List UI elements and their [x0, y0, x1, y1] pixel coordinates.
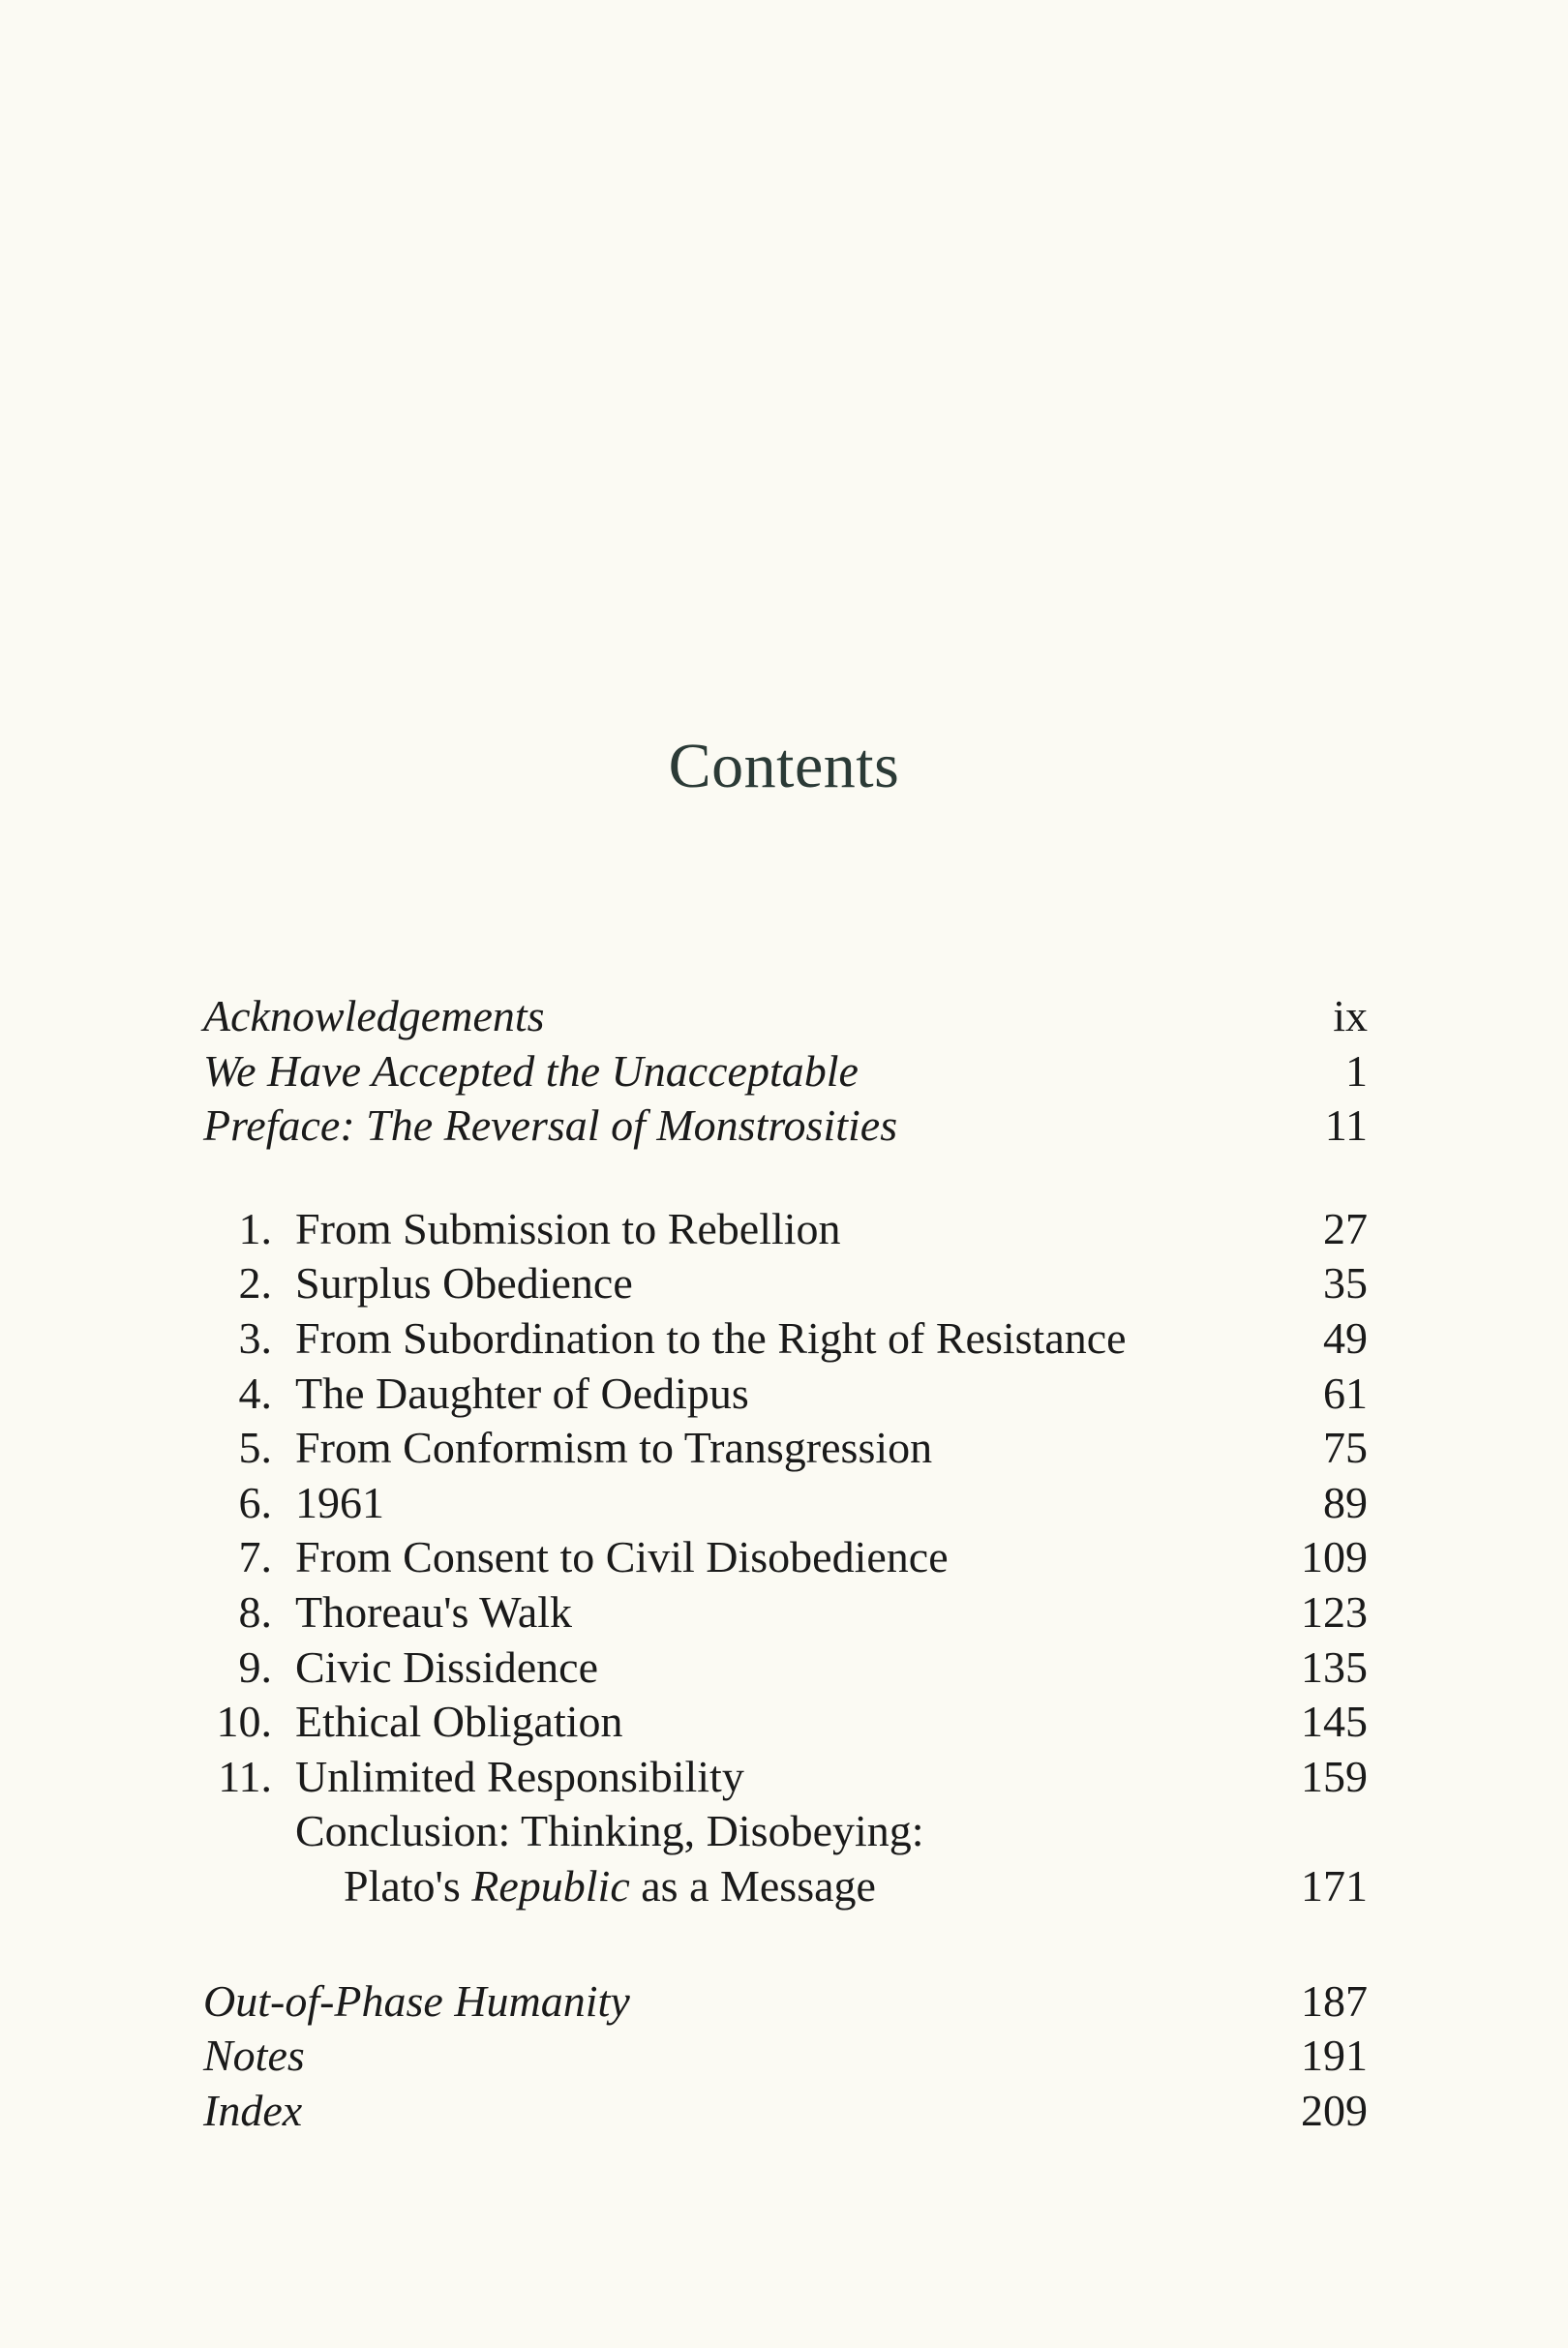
chapter-title: Surplus Obedience	[295, 1258, 633, 1309]
chapter-page: 61	[1323, 1368, 1368, 1418]
toc-entry-title: We Have Accepted the Unacceptable	[203, 1045, 859, 1096]
chapter-title: From Conformism to Transgression	[295, 1423, 933, 1473]
toc-entry-title: Acknowledgements	[203, 991, 545, 1040]
chapter-number: 8.	[238, 1586, 272, 1637]
chapter-number: 10.	[216, 1697, 272, 1747]
toc-entry-notes[interactable]	[203, 2029, 1368, 2084]
toc-entry-page: 191	[1301, 2031, 1368, 2081]
chapter-number: 9.	[238, 1641, 272, 1692]
chapter-title: From Subordination to the Right of Resistance	[295, 1312, 1127, 1363]
chapter-title: Unlimited Responsibility	[295, 1751, 744, 1801]
toc-chapter-9[interactable]	[203, 1641, 1368, 1696]
toc-entry-title: Index	[203, 2085, 303, 2135]
chapter-number: 11.	[218, 1751, 272, 1801]
chapter-page: 109	[1301, 1532, 1368, 1582]
conclusion-page: 171	[1301, 1860, 1368, 1911]
chapter-number: 4.	[238, 1368, 272, 1418]
toc-chapter-11[interactable]	[203, 1750, 1368, 1805]
chapter-number: 5.	[238, 1423, 272, 1473]
conclusion-subtitle-prefix: Plato's	[344, 1860, 472, 1911]
toc-chapter-4[interactable]	[203, 1367, 1368, 1422]
chapter-number: 2.	[238, 1258, 272, 1309]
toc-chapter-7[interactable]	[203, 1530, 1368, 1585]
page-title: Contents	[668, 731, 900, 801]
conclusion-subtitle-suffix: as a Message	[629, 1860, 876, 1911]
chapter-title: Thoreau's Walk	[295, 1586, 573, 1637]
chapter-title: Ethical Obligation	[295, 1697, 623, 1747]
toc-entry-acknowledgements[interactable]	[203, 989, 1368, 1044]
conclusion-title: Conclusion: Thinking, Disobeying:	[295, 1806, 924, 1856]
chapter-number: 6.	[238, 1477, 272, 1527]
conclusion-subtitle-work: Republic	[471, 1860, 630, 1911]
toc-entry-out-of-phase-humanity[interactable]	[203, 1974, 1368, 2030]
chapter-page: 27	[1323, 1203, 1368, 1253]
conclusion-subtitle	[344, 1859, 876, 1914]
toc-chapter-3[interactable]	[203, 1311, 1368, 1367]
chapter-title: From Consent to Civil Disobedience	[295, 1532, 949, 1582]
toc-chapter-2[interactable]	[203, 1256, 1368, 1311]
toc-entry-page: 209	[1301, 2085, 1368, 2135]
toc-entry-title: Preface: The Reversal of Monstrosities	[203, 1100, 898, 1151]
chapter-page: 145	[1301, 1697, 1368, 1747]
chapter-title: From Submission to Rebellion	[295, 1203, 841, 1253]
chapter-number: 1.	[238, 1203, 272, 1253]
toc-entry-page: 1	[1345, 1045, 1368, 1096]
table-of-contents	[203, 989, 1368, 2138]
toc-entry-page: 187	[1301, 1975, 1368, 2026]
toc-chapter-8[interactable]	[203, 1585, 1368, 1641]
toc-entry-title: Out-of-Phase Humanity	[203, 1975, 630, 2026]
chapter-page: 35	[1323, 1258, 1368, 1309]
chapter-number: 3.	[238, 1312, 272, 1363]
chapter-title: 1961	[295, 1477, 384, 1527]
chapter-page: 123	[1301, 1586, 1368, 1637]
toc-chapter-5[interactable]	[203, 1421, 1368, 1476]
chapter-number: 7.	[238, 1532, 272, 1582]
toc-chapter-6[interactable]	[203, 1476, 1368, 1531]
section-gap	[203, 1154, 1368, 1202]
toc-entry-page: ix	[1333, 991, 1368, 1040]
chapter-title: Civic Dissidence	[295, 1641, 598, 1692]
toc-entry-index[interactable]	[203, 2084, 1368, 2139]
toc-chapter-1[interactable]	[203, 1202, 1368, 1257]
chapter-page: 135	[1301, 1641, 1368, 1692]
toc-entry-page: 11	[1324, 1100, 1368, 1151]
toc-entry-preface[interactable]	[203, 1099, 1368, 1154]
chapter-title: The Daughter of Oedipus	[295, 1368, 749, 1418]
toc-chapter-10[interactable]	[203, 1695, 1368, 1750]
section-gap	[203, 1914, 1368, 1974]
toc-conclusion-line-2[interactable]	[203, 1859, 1368, 1914]
toc-conclusion-line-1[interactable]	[203, 1804, 1368, 1859]
toc-entry-title: Notes	[203, 2031, 305, 2081]
chapter-page: 159	[1301, 1751, 1368, 1801]
toc-entry-unacceptable[interactable]	[203, 1044, 1368, 1099]
chapter-page: 75	[1323, 1423, 1368, 1473]
chapter-page: 89	[1323, 1477, 1368, 1527]
chapter-page: 49	[1323, 1312, 1368, 1363]
